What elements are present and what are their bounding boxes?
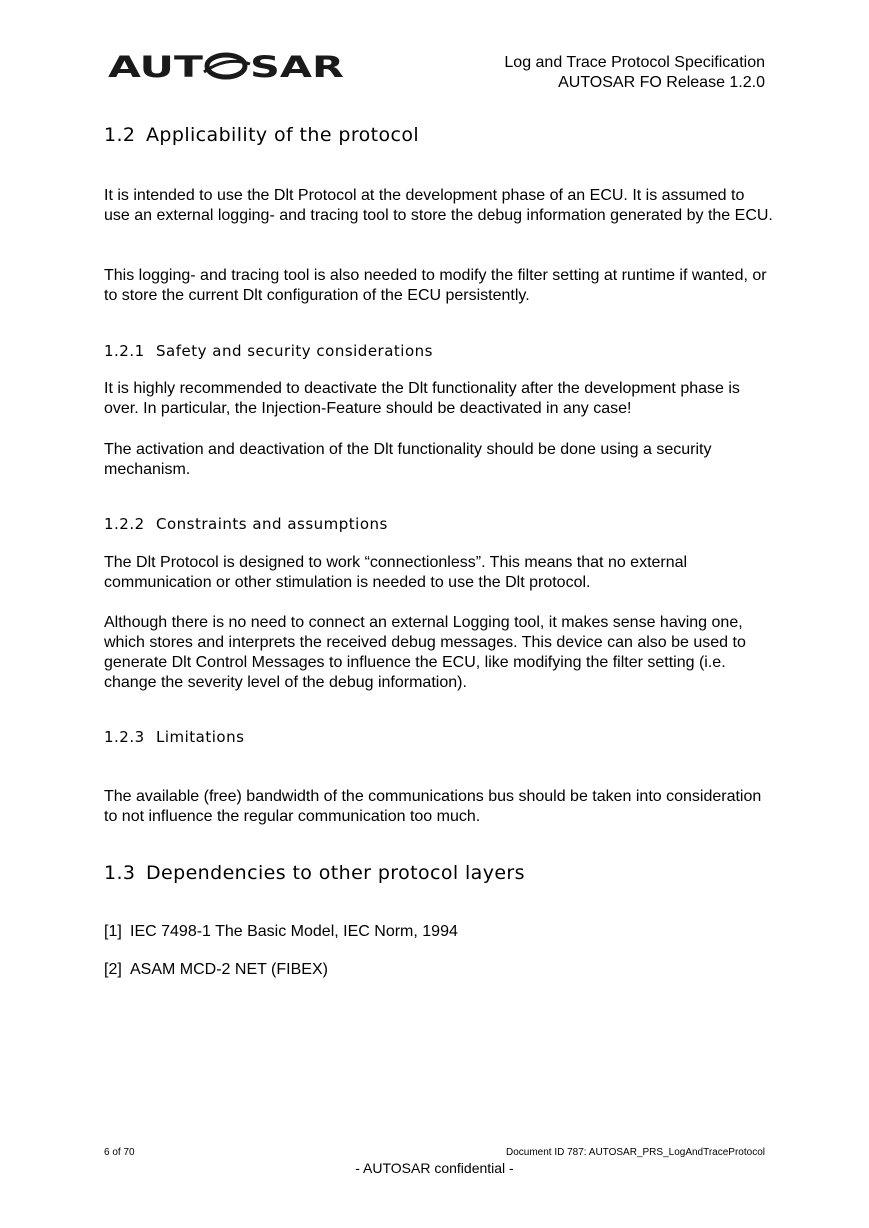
paragraph: The available (free) bandwidth of the communications bus should be taken into consideration to not influence the regular communication too much. — [104, 788, 762, 825]
svg-text:AUT: AUT — [108, 52, 204, 80]
header-title-line2: AUTOSAR FO Release 1.2.0 — [558, 74, 765, 91]
reference-text: IEC 7498-1 The Basic Model, IEC Norm, 1994 — [130, 923, 458, 940]
section-heading-1-2-2 — [104, 515, 388, 533]
section-title: Dependencies to other protocol layers — [146, 862, 525, 884]
section-heading-1-2-3 — [104, 728, 244, 746]
reference-item — [104, 961, 328, 979]
page-number: 6 of 70 — [104, 1147, 135, 1158]
section-title: Constraints and assumptions — [156, 515, 388, 533]
section-number: 1.2.2 — [104, 515, 145, 533]
paragraph: It is intended to use the Dlt Protocol at the development phase of an ECU. It is assumed to use an external logging- and tracing tool to store the debug information generated by the ECU. — [104, 187, 773, 224]
paragraph: The Dlt Protocol is designed to work “connectionless”. This means that no external communication or other stimulation is needed to use the Dlt protocol. — [104, 554, 688, 591]
section-heading-1-3 — [104, 862, 525, 884]
section-number: 1.2.1 — [104, 342, 145, 360]
header-title-line1: Log and Trace Protocol Specification — [504, 54, 765, 71]
section-title: Applicability of the protocol — [146, 124, 420, 146]
section-heading-1-2 — [104, 124, 419, 146]
document-id: Document ID 787: AUTOSAR_PRS_LogAndTraceProtocol — [505, 1147, 765, 1158]
paragraph: Although there is no need to connect an external Logging tool, it makes sense having one, which stores and interprets the received debug messages. This device can also be used to generate Dlt Control Messages to influence the ECU, like modifying the filter setting (i.e. change the severity level of the debug information). — [104, 614, 746, 691]
reference-text: ASAM MCD-2 NET (FIBEX) — [130, 961, 328, 978]
section-number: 1.2.3 — [104, 728, 145, 746]
section-title: Safety and security considerations — [156, 342, 433, 360]
paragraph: It is highly recommended to deactivate the Dlt functionality after the development phase is over. In particular, the Injection-Feature should be deactivated in any case! — [104, 380, 740, 417]
paragraph: This logging- and tracing tool is also needed to modify the filter setting at runtime if wanted, or to store the current Dlt configuration of the ECU persistently. — [104, 267, 767, 304]
section-number: 1.3 — [104, 862, 136, 884]
section-heading-1-2-1 — [104, 342, 433, 360]
section-title: Limitations — [156, 728, 245, 746]
confidential-notice: - AUTOSAR confidential - — [355, 1160, 514, 1176]
svg-text:SAR: SAR — [250, 52, 344, 80]
section-number: 1.2 — [104, 124, 136, 146]
autosar-logo — [108, 52, 344, 80]
reference-item — [104, 923, 458, 941]
paragraph: The activation and deactivation of the Dlt functionality should be done using a security mechanism. — [104, 441, 712, 478]
reference-number: [2] — [104, 961, 122, 978]
reference-number: [1] — [104, 923, 122, 940]
